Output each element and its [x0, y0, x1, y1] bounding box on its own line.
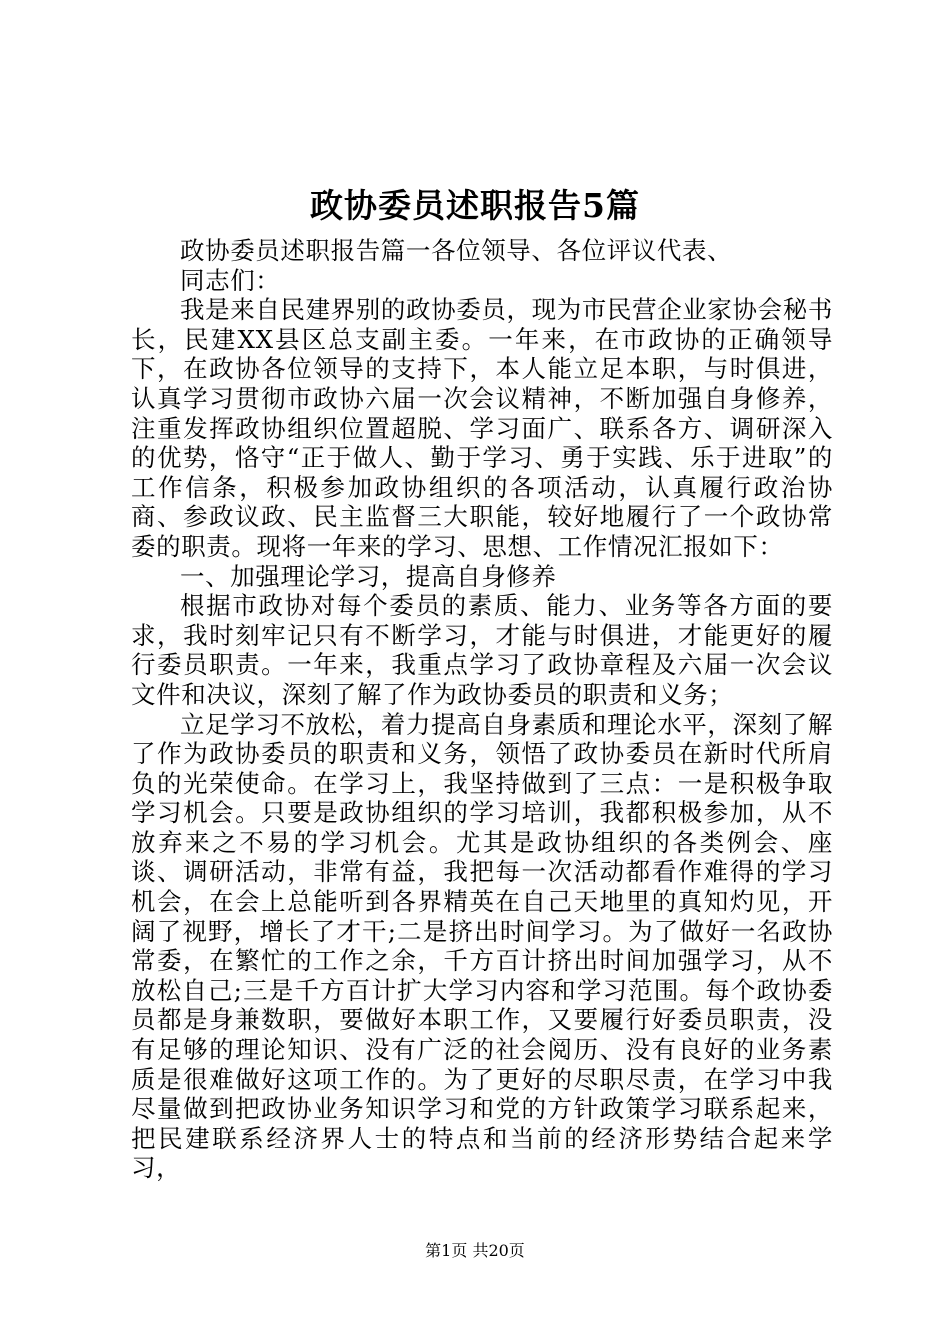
paragraph-greeting: 同志们： — [180, 265, 281, 295]
document-body — [131, 236, 833, 1183]
paragraph-intro: 我是来自民建界别的政协委员，现为市民营企业家协会秘书长，民建XX县区总支副主委。一年来，在市政协的正确领导下，在政协各位领导的支持下，本人能立足本职，与时俱进，认真学习贯彻市政协六届一次会议精神，不断加强自身修养，注重发挥政协组织位置超脱、学习面广、联系各方、调研深入的优势，恪守“正于做人、勤于学习、勇于实践、乐于进取”的工作信条，积极参加政协组织的各项活动，认真履行政治协商、参政议政、民主监督三大职能，较好地履行了一个政协常委的职责。现将一年来的学习、思想、工作情况汇报如下： — [131, 295, 833, 561]
paragraph-salutation: 政协委员述职报告篇一各位领导、各位评议代表、 — [180, 236, 733, 265]
section-heading: 一、加强理论学习，提高自身修养 — [180, 561, 557, 591]
paragraph-study-details: 立足学习不放松，着力提高自身素质和理论水平，深刻了解了作为政协委员的职责和义务，领悟了政协委员在新时代所肩负的光荣使命。在学习上，我坚持做到了三点：一是积极争取学习机会。只要是政协组织的学习培训，我都积极参加，从不放弃来之不易的学习机会。尤其是政协组织的各类例会、座谈、调研活动，非常有益，我把每一次活动都看作难得的学习机会，在会上总能听到各界精英在自己天地里的真知灼见，开阔了视野，增长了才干;二是挤出时间学习。为了做好一名政协常委，在繁忙的工作之余，千方百计挤出时间加强学习，从不放松自己;三是千方百计扩大学习内容和学习范围。每个政协委员都是身兼数职，要做好本职工作，又要履行好委员职责，没有足够的理论知识、没有广泛的社会阅历、没有良好的业务素质是很难做好这项工作的。为了更好的尽职尽责，在学习中我尽量做到把政协业务知识学习和党的方针政策学习联系起来，把民建联系经济界人士的特点和当前的经济形势结合起来学习， — [131, 709, 833, 1183]
document-title: 政协委员述职报告5篇 — [310, 186, 640, 225]
page-footer: 第1页 共20页 — [425, 1241, 525, 1260]
paragraph-study-requirements: 根据市政协对每个委员的素质、能力、业务等各方面的要求，我时刻牢记只有不断学习，才能与时俱进，才能更好的履行委员职责。一年来，我重点学习了政协章程及六届一次会议文件和决议，深刻了解了作为政协委员的职责和义务； — [131, 591, 833, 709]
